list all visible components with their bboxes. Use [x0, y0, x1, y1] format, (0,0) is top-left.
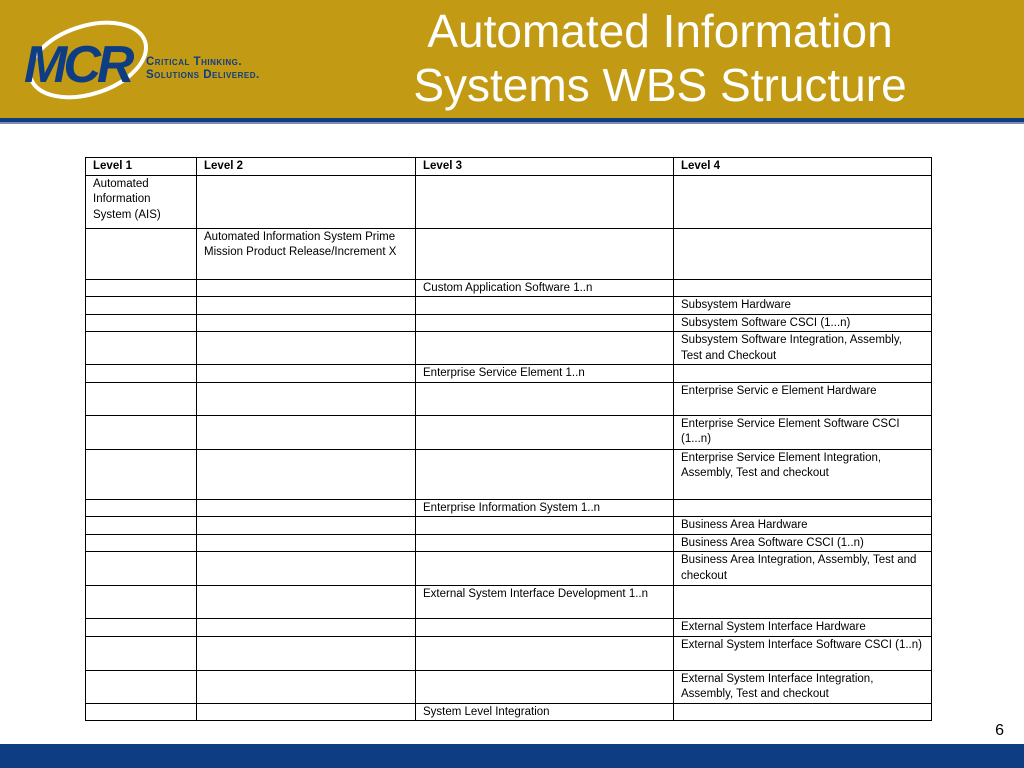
table-cell-level-2: [197, 703, 416, 721]
table-cell-level-2: [197, 297, 416, 315]
table-cell-level-2: [197, 670, 416, 703]
table-cell-level-2: [197, 636, 416, 670]
table-cell-level-1: [86, 552, 197, 586]
table-cell-level-3: [416, 314, 674, 332]
table-cell-level-1: [86, 415, 197, 449]
table-cell-level-2: [197, 619, 416, 637]
table-cell-level-3: Enterprise Service Element 1..n: [416, 365, 674, 383]
wbs-body: [86, 175, 932, 721]
table-row: [86, 279, 932, 297]
footer-band: [0, 744, 1024, 768]
table-cell-level-3: [416, 636, 674, 670]
wbs-table: [85, 157, 932, 721]
table-row: [86, 517, 932, 535]
table-cell-level-4: Business Area Software CSCI (1..n): [674, 534, 932, 552]
table-cell-level-3: [416, 517, 674, 535]
table-row: [86, 534, 932, 552]
header-level-2: Level 2: [197, 158, 416, 176]
table-cell-level-2: [197, 314, 416, 332]
slide-title-line1: Automated Information: [427, 5, 893, 57]
table-cell-level-1: [86, 382, 197, 415]
table-cell-level-4: [674, 175, 932, 228]
table-cell-level-4: External System Interface Integration, Assembly, Test and checkout: [674, 670, 932, 703]
header-level-4: Level 4: [674, 158, 932, 176]
table-cell-level-4: Enterprise Servic e Element Hardware: [674, 382, 932, 415]
table-cell-level-4: Enterprise Service Element Integration, Assembly, Test and checkout: [674, 449, 932, 499]
table-cell-level-1: [86, 586, 197, 619]
table-cell-level-4: External System Interface Hardware: [674, 619, 932, 637]
table-row: [86, 586, 932, 619]
table-cell-level-3: [416, 415, 674, 449]
header-level-3: Level 3: [416, 158, 674, 176]
table-cell-level-3: [416, 670, 674, 703]
table-cell-level-2: [197, 517, 416, 535]
table-cell-level-2: [197, 586, 416, 619]
logo-tagline: [146, 56, 326, 82]
table-row: [86, 175, 932, 228]
table-row: [86, 297, 932, 315]
table-cell-level-1: Automated Information System (AIS): [86, 175, 197, 228]
page-number: 6: [995, 722, 1004, 739]
table-cell-level-2: [197, 499, 416, 517]
table-cell-level-2: [197, 534, 416, 552]
table-cell-level-3: [416, 619, 674, 637]
table-cell-level-3: System Level Integration: [416, 703, 674, 721]
table-row: [86, 382, 932, 415]
table-cell-level-4: Subsystem Software Integration, Assembly, Test and Checkout: [674, 332, 932, 365]
table-row: [86, 499, 932, 517]
table-row: [86, 552, 932, 586]
table-cell-level-4: External System Interface Software CSCI (1..n): [674, 636, 932, 670]
table-cell-level-1: [86, 297, 197, 315]
table-row: [86, 365, 932, 383]
table-cell-level-1: [86, 279, 197, 297]
table-cell-level-1: [86, 314, 197, 332]
mcr-logo: [18, 10, 318, 106]
table-cell-level-3: [416, 382, 674, 415]
table-cell-level-1: [86, 517, 197, 535]
table-row: [86, 332, 932, 365]
table-cell-level-4: Enterprise Service Element Software CSCI (1...n): [674, 415, 932, 449]
table-cell-level-3: [416, 297, 674, 315]
table-cell-level-4: [674, 499, 932, 517]
table-row: [86, 228, 932, 279]
logo-tagline-line2: Solutions Delivered.: [146, 69, 260, 81]
table-cell-level-2: [197, 365, 416, 383]
table-cell-level-3: External System Interface Development 1..n: [416, 586, 674, 619]
table-cell-level-1: [86, 365, 197, 383]
table-cell-level-3: [416, 228, 674, 279]
table-cell-level-1: [86, 534, 197, 552]
table-cell-level-2: Automated Information System Prime Mission Product Release/Increment X: [197, 228, 416, 279]
table-cell-level-4: [674, 586, 932, 619]
table-cell-level-4: [674, 365, 932, 383]
table-cell-level-4: Subsystem Software CSCI (1...n): [674, 314, 932, 332]
table-row: [86, 703, 932, 721]
table-cell-level-3: [416, 449, 674, 499]
table-cell-level-4: [674, 228, 932, 279]
table-cell-level-1: [86, 228, 197, 279]
table-cell-level-4: Business Area Hardware: [674, 517, 932, 535]
table-cell-level-3: [416, 175, 674, 228]
table-cell-level-1: [86, 449, 197, 499]
table-cell-level-3: [416, 534, 674, 552]
table-cell-level-1: [86, 332, 197, 365]
table-cell-level-3: [416, 332, 674, 365]
table-row: [86, 619, 932, 637]
table-cell-level-4: Business Area Integration, Assembly, Test and checkout: [674, 552, 932, 586]
table-cell-level-1: [86, 499, 197, 517]
slide-title: [360, 4, 960, 112]
table-cell-level-3: Custom Application Software 1..n: [416, 279, 674, 297]
table-row: [86, 670, 932, 703]
table-cell-level-2: [197, 449, 416, 499]
table-cell-level-4: [674, 279, 932, 297]
table-cell-level-2: [197, 332, 416, 365]
table-cell-level-2: [197, 552, 416, 586]
table-cell-level-1: [86, 619, 197, 637]
slide-title-line2: Systems WBS Structure: [413, 59, 907, 111]
table-cell-level-4: Subsystem Hardware: [674, 297, 932, 315]
table-cell-level-4: [674, 703, 932, 721]
header-divider-shadow: [0, 122, 1024, 124]
table-cell-level-2: [197, 382, 416, 415]
table-cell-level-2: [197, 175, 416, 228]
table-cell-level-1: [86, 703, 197, 721]
header-level-1: Level 1: [86, 158, 197, 176]
table-cell-level-2: [197, 415, 416, 449]
table-row: [86, 314, 932, 332]
table-cell-level-3: Enterprise Information System 1..n: [416, 499, 674, 517]
table-cell-level-1: [86, 670, 197, 703]
table-cell-level-1: [86, 636, 197, 670]
table-cell-level-2: [197, 279, 416, 297]
table-row: [86, 636, 932, 670]
table-row: [86, 449, 932, 499]
table-cell-level-3: [416, 552, 674, 586]
wbs-header-row: [86, 158, 932, 176]
logo-tagline-line1: Critical Thinking.: [146, 56, 243, 68]
table-row: [86, 415, 932, 449]
mcr-logo-letters: MCR: [24, 36, 131, 94]
mcr-logo-mark: [18, 10, 148, 106]
